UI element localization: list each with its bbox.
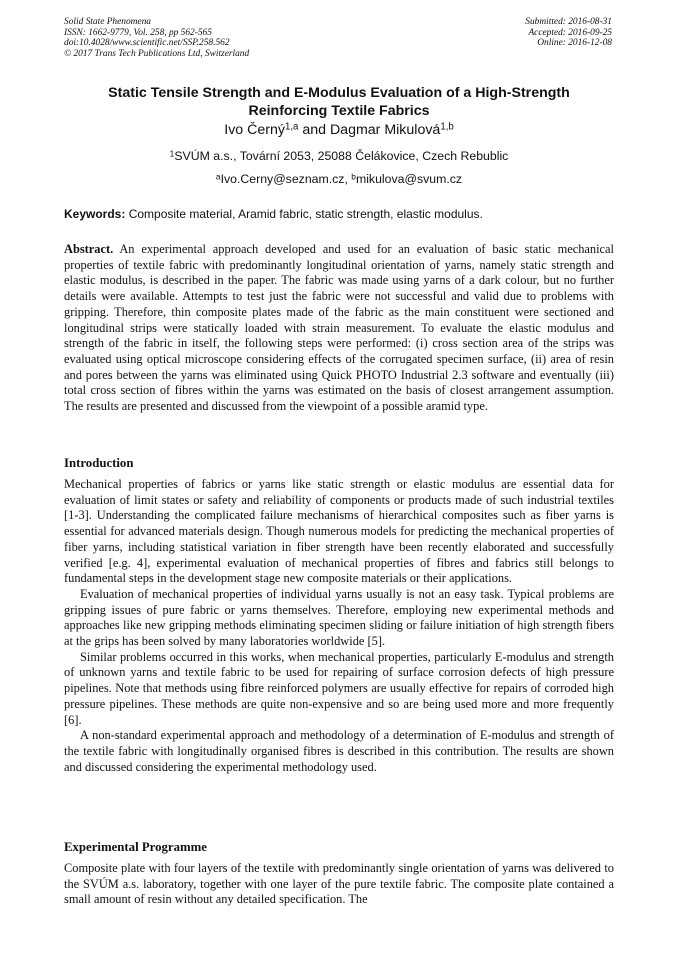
email-b: mikulova@svum.cz <box>355 172 463 186</box>
author-2-affiliation-mark: 1,b <box>440 121 454 133</box>
keywords-text: Composite material, Aramid fabric, static strength, elastic modulus. <box>125 207 483 221</box>
section-heading-experimental: Experimental Programme <box>64 840 207 854</box>
accepted-date: Accepted: 2016-09-25 <box>528 27 612 38</box>
author-1-affiliation-mark: 1,a <box>284 121 299 133</box>
email-a-mark: a <box>215 171 221 182</box>
author-line <box>50 121 628 139</box>
keywords <box>64 207 616 222</box>
intro-paragraph-4: A non-standard experimental approach and methodology of a determination of E-modulus and strength of the textile fabric with longitudinally organised fibres is described in this contribution. The results are shown and discussed considering the experimental methodology used. <box>64 728 614 774</box>
submitted-date: Submitted: 2016-08-31 <box>525 17 612 27</box>
abstract <box>64 242 614 415</box>
doi-line: doi:10.4028/www.scientific.net/SSP.258.562 <box>64 38 230 49</box>
intro-paragraph-3: Similar problems occurred in this works, when mechanical properties, particularly E-modulus and strength of unknown yarns and textile fabric to be used for repairing of surface corrosion defects of high pressure pipelines. Note that methods using fibre reinforced polymers are usually effective for repairs of corroded high pressure pipelines. These methods are quite non-expensive and so are being used more and more frequently [6]. <box>64 649 614 727</box>
email-line <box>50 171 628 187</box>
title-line-2: Reinforcing Textile Fabrics <box>248 103 430 119</box>
affiliation-mark: 1 <box>169 148 175 159</box>
section-heading-introduction: Introduction <box>64 456 134 470</box>
author-2: Dagmar Mikulová <box>329 122 441 138</box>
online-date: Online: 2016-12-08 <box>537 38 612 49</box>
experimental-paragraph-1: Composite plate with four layers of the textile with predominantly single orientation of yarns was delivered to the SVÚM a.s. laboratory, together with one layer of the pure textile fabric. The composite plate contained a small amount of resin without any detailed specification. The <box>64 861 614 907</box>
author-conjunction: and <box>298 122 330 138</box>
title-line-1: Static Tensile Strength and E-Modulus Evaluation of a High-Strength <box>108 85 570 101</box>
journal-name: Solid State Phenomena <box>64 17 151 27</box>
email-a: Ivo.Cerny@seznam.cz, <box>220 172 352 186</box>
email-b-mark: b <box>351 171 356 182</box>
journal-info <box>64 17 249 60</box>
experimental-body <box>64 861 614 908</box>
affiliation <box>50 148 628 164</box>
copyright-line: © 2017 Trans Tech Publications Ltd, Switzerland <box>64 49 250 60</box>
paper-title <box>50 84 628 120</box>
intro-paragraph-1: Mechanical properties of fabrics or yarns like static strength or elastic modulus are essential data for evaluation of limit states or safety and reliability of components or products made of such industrial textiles [1-3]. Understanding the complicated failure mechanisms of hierarchical composites such as fiber yarns is essential for advanced materials design. Though numerous models for predicting the mechanical properties of fiber yarns, including statistical variation in fiber strength have been recently elaborated and successfully verified [e.g. 4], experimental evaluation of mechanical properties of fibres and fabrics still belongs to fundamental steps in the development stage new composite materials or their applications. <box>64 477 614 586</box>
keywords-label: Keywords: <box>64 207 126 221</box>
abstract-text: An experimental approach developed and used for an evaluation of basic static mechanical properties of textile fabric with predominantly longitudinal orientation of yarns, namely static strength and elastic modulus, is described in the paper. The fabric was made using yarns of a dark colour, but no further details were available. Attempts to test just the fabric were not successful and valid due to problems with gripping. Therefore, thin composite plates made of the fabric as the main constituent were sectioned and longitudinal strips were statically loaded with strain measurement. To evaluate the elastic modulus and strength of the fabric in itself, the following steps were performed: (i) cross section area of the strips was evaluated using optical microscope considering effects of the corrugated specimen surface, (ii) area of resin and pores between the yarns was eliminated using Quick PHOTO Industrial 2.3 software and eventually (iii) total cross section of fibres within the yarns was estimated on the basis of closest arrangement assumption. The results are presented and discussed from the viewpoint of a possible aramid type. <box>64 242 614 414</box>
abstract-label: Abstract. <box>64 242 114 256</box>
author-1: Ivo Černý <box>224 122 285 138</box>
issn-line: ISSN: 1662-9779, Vol. 258, pp 562-565 <box>64 27 212 38</box>
affiliation-text: SVÚM a.s., Tovární 2053, 25088 Čelákovice, Czech Rebublic <box>174 149 509 163</box>
intro-paragraph-2: Evaluation of mechanical properties of individual yarns usually is not an easy task. Typical problems are gripping issues of pure fabric or yarns themselves. Therefore, employing new experimental methods and approaches like new gripping methods eliminating specimen sliding or failure initiation of high strength fibers at the grips has been solved by many laboratories worldwide [5]. <box>64 586 614 649</box>
introduction-body <box>64 477 614 775</box>
submission-dates <box>525 17 612 49</box>
